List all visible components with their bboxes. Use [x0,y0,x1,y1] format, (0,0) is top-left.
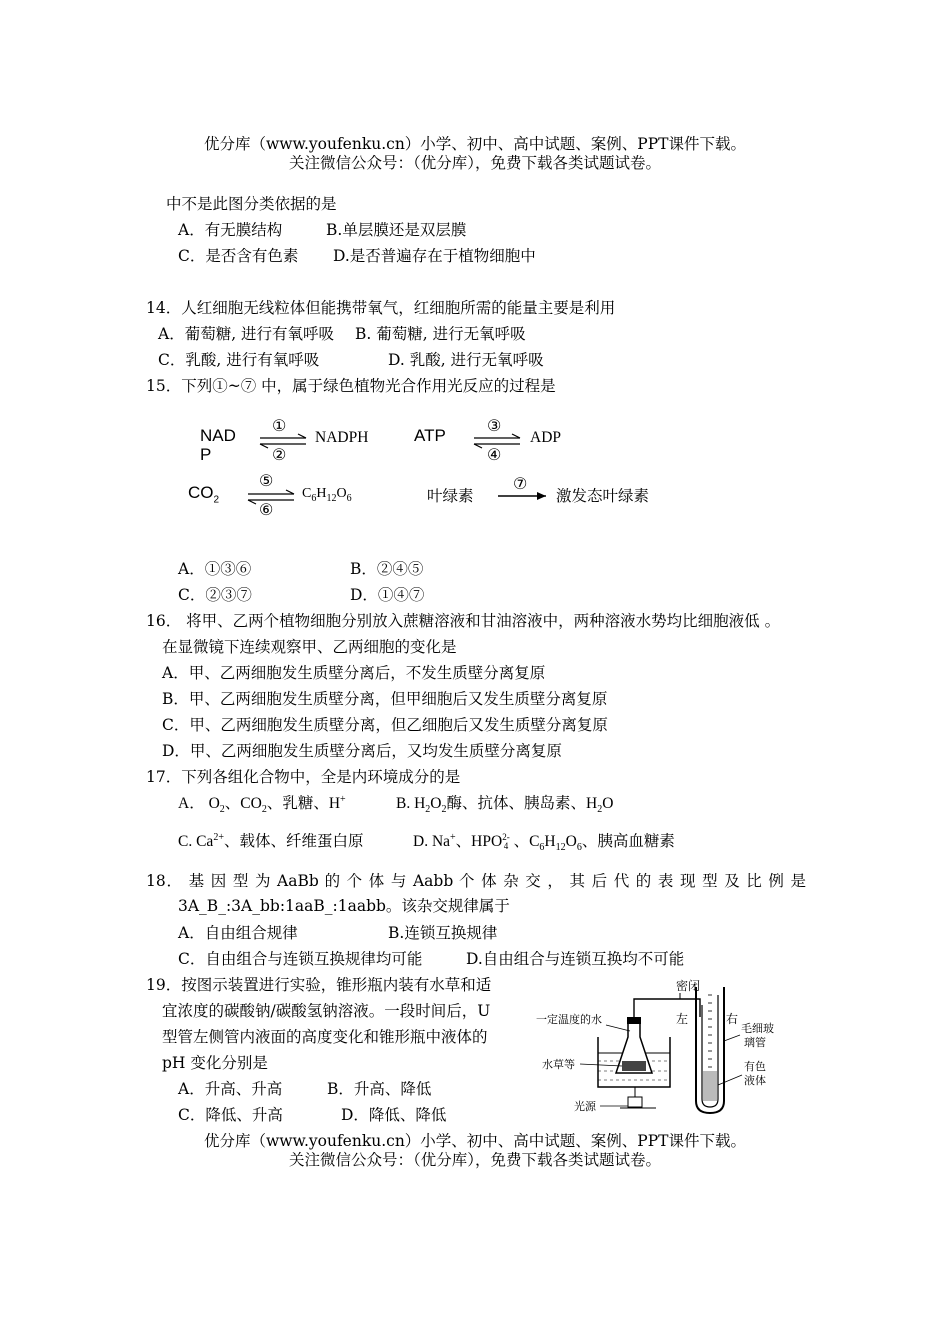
arrowhead-7 [537,492,546,500]
excited-chlorophyll-label: 激发态叶绿素 [556,487,650,505]
light-source [628,1097,642,1107]
nadp-label-2: P [200,445,212,464]
q13-option-c: C．是否含有色素 [178,247,299,265]
q17-option-d: D. Na+、HPO 2- 4 、$C_6H_{12}O_6$、胰高血糖素 [413,831,675,854]
step-3-label: ③ [487,416,502,435]
q16-option-c: C．甲、乙两细胞发生质壁分离，但乙细胞后又发生质壁分离复原 [162,716,608,734]
q13-option-b: B.单层膜还是双层膜 [326,221,467,239]
fig-capillary-label-1: 毛细玻 [741,1023,774,1035]
q14-option-d: D. 乳酸, 进行无氧呼吸 [388,351,544,369]
q17-option-a: A． $O_2$、$CO_2$、乳糖、H+ [178,793,346,816]
step-6-label: ⑥ [259,500,274,519]
q19-option-a: A．升高、升高 [178,1080,283,1098]
q15-option-c: C．②③⑦ [178,586,252,604]
fig-plant-label: 水草等 [542,1059,575,1071]
q18-option-d: D.自由组合与连锁互换均不可能 [466,950,685,968]
q16-option-d: D．甲、乙两细胞发生质壁分离后，又均发生质壁分离复原 [162,742,562,760]
q14-option-a: A．葡萄糖, 进行有氧呼吸 [158,325,335,343]
co2-label: $CO_2$ [188,483,220,506]
reaction-arrows [0,0,950,560]
step-5-label: ⑤ [259,471,274,490]
stopper [627,1017,641,1024]
q18-option-c: C．自由组合与连锁互换规律均可能 [178,950,423,968]
q18-option-b: B.连锁互换规律 [388,924,498,942]
scale-ticks [708,995,712,1067]
adp-label: ADP [530,429,562,446]
fig-light-label: 光源 [574,1101,596,1113]
q19-stem-4: pH 变化分别是 [162,1054,268,1072]
q14-option-c: C．乳酸, 进行有氧呼吸 [158,351,320,369]
fig-sealed-label: 密闭 [676,979,701,993]
connecting-tube [634,999,700,1017]
header-line-1: 优分库（www.youfenku.cn）小学、初中、高中试题、案例、PPT课件下载。 [203,135,747,153]
fig-right-label: 右 [726,1012,739,1026]
q18-stem-1: 18． 基 因 型 为 AaBb 的 个 体 与 Aabb 个 体 杂 交 ， 其 后 代 的 表 现 型 及 比 例 是 [146,872,806,890]
aquatic-plant [622,1061,646,1071]
q15-option-a: A．①③⑥ [178,560,252,578]
header-line-2: 关注微信公众号：（优分库），免费下载各类试题试卷。 [288,154,661,172]
q13-option-d: D.是否普遍存在于植物细胞中 [333,247,536,265]
q15-option-d: D．①④⑦ [350,586,425,604]
nadp-label-1: NAD [200,426,236,445]
step-1-label: ① [272,416,287,435]
step-7-label: ⑦ [513,474,528,493]
step-4-label: ④ [487,445,502,464]
q19-option-b: B．升高、降低 [327,1080,432,1098]
q16-stem-1: 16． 将甲、乙两个植物细胞分别放入蔗糖溶液和甘油溶液中，两种溶液水势均比细胞液低 。 [146,612,781,630]
q17-option-b: B. $H_2O_2$酶、抗体、胰岛素、$H_2O$ [396,795,614,816]
q14-option-b: B. 葡萄糖, 进行无氧呼吸 [355,325,526,343]
glucose-label: $C_6H_{12}O_6$ [302,486,352,504]
q19-stem-1: 19．按图示装置进行实验，锥形瓶内装有水草和适 [146,976,492,994]
q15-option-b: B．②④⑤ [350,560,424,578]
q17-option-c: C. $Ca^{2+}$、载体、纤维蛋白原 [178,831,364,850]
q16-stem-2: 在显微镜下连续观察甲、乙两细胞的变化是 [162,638,457,656]
q19-stem-3: 型管左侧管内液面的高度变化和锥形瓶中液体的 [162,1028,488,1046]
fig-water-label: 一定温度的水 [536,1014,602,1026]
fig-colored-label-2: 液体 [744,1075,766,1087]
q19-apparatus-figure [530,975,790,1120]
q14-stem: 14．人红细胞无线粒体但能携带氧气，红细胞所需的能量主要是利用 [146,299,616,317]
q13-option-a: A．有无膜结构 [178,221,283,239]
fig-left-label: 左 [676,1012,689,1026]
q19-option-d: D．降低、降低 [341,1106,447,1124]
footer-line-2: 关注微信公众号：（优分库），免费下载各类试题试卷。 [288,1151,661,1169]
q17-stem: 17．下列各组化合物中，全是内环境成分的是 [146,768,461,786]
nadph-label: NADPH [315,429,369,446]
footer-line-1: 优分库（www.youfenku.cn）小学、初中、高中试题、案例、PPT课件下载。 [203,1132,747,1150]
colored-liquid [703,1071,717,1101]
q16-option-a: A．甲、乙两细胞发生质壁分离后，不发生质壁分离复原 [162,664,546,682]
q15-stem: 15．下列①~⑦ 中，属于绿色植物光合作用光反应的过程是 [146,377,556,395]
fig-capillary-label-2: 璃管 [744,1037,766,1049]
q18-option-a: A．自由组合规律 [178,924,298,942]
chlorophyll-label: 叶绿素 [427,487,474,505]
atp-label: ATP [414,426,446,445]
q19-stem-2: 宜浓度的碳酸钠/碳酸氢钠溶液。一段时间后，U [162,1002,491,1020]
q13-stem-continuation: 中不是此图分类依据的是 [166,195,337,213]
q19-option-c: C．降低、升高 [178,1106,283,1124]
q18-stem-2: 3A_B_:3A_bb:1aaB_:1aabb。该杂交规律属于 [178,897,510,915]
hpo4-charge-fraction: 2- 4 [502,832,510,852]
fig-colored-label-1: 有色 [744,1061,766,1073]
step-2-label: ② [272,445,287,464]
q16-option-b: B．甲、乙两细胞发生质壁分离，但甲细胞后又发生质壁分离复原 [162,690,608,708]
